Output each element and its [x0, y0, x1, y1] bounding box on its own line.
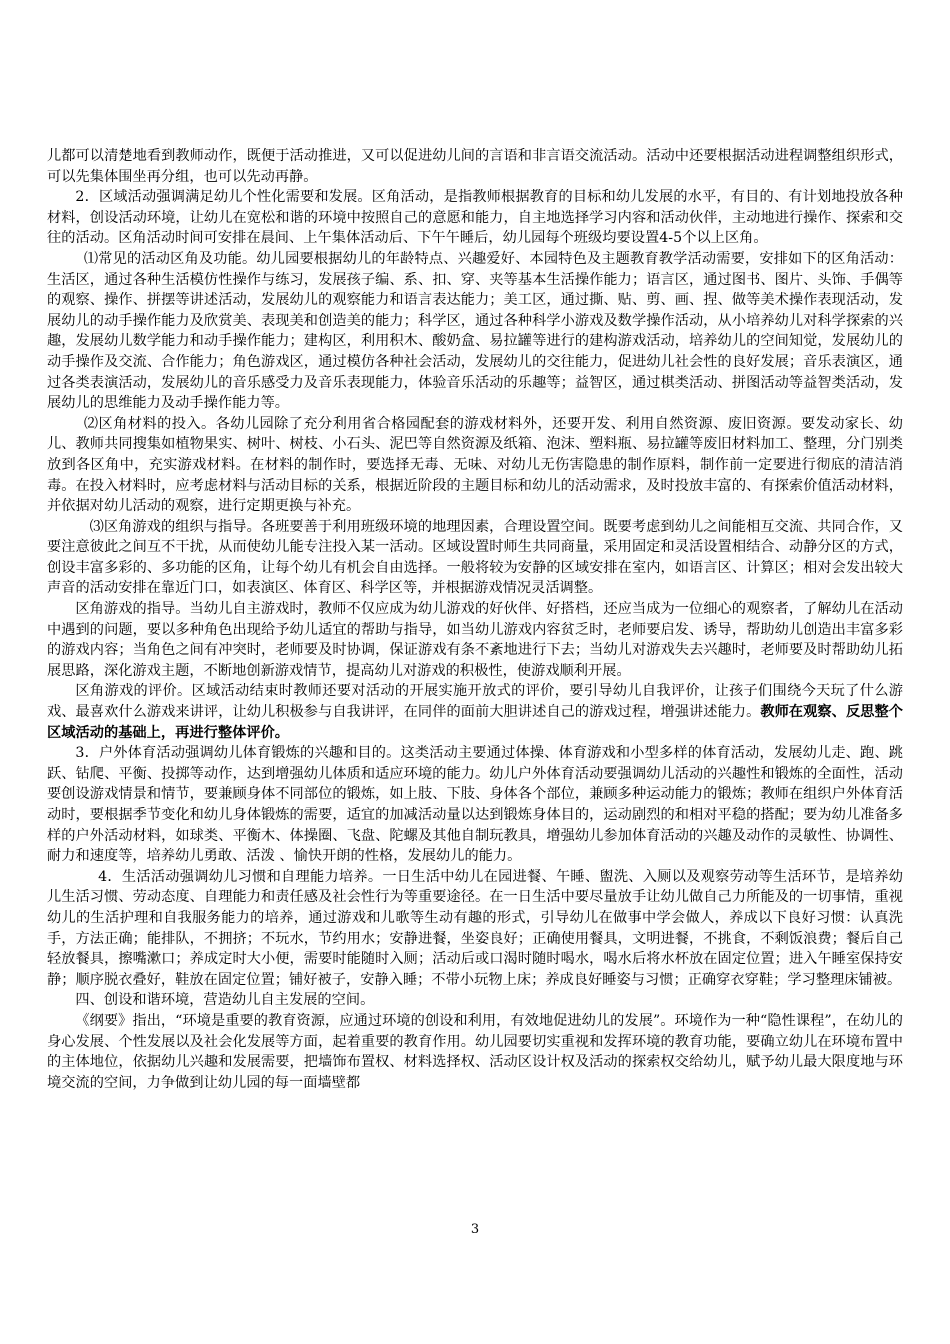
paragraph-section-2: 2．区域活动强调满足幼儿个性化需要和发展。区角活动，是指教师根据教育的目标和幼儿发展的水平，有目的、有计划地投放各种材料，创设活动环境，让幼儿在宽松和谐的环境中按照自己的意愿和能力，自主地选择学习内容和活动伙伴，主动地进行操作、探索和交往的活动。区角活动时间可安排在晨间、上午集体活动后、下午午睡后，幼儿园每个班级均要设置4-5个以上区角。 — [47, 189, 903, 247]
document-body — [47, 146, 903, 1093]
paragraph-area-functions: ⑴常见的活动区角及功能。幼儿园要根据幼儿的年龄特点、兴趣爱好、本园特色及主题教育教学活动需要，安排如下的区角活动：生活区，通过各种生活模仿性操作与练习，发展孩子编、系、扣、穿、夹等基本生活操作能力；语言区，通过图书、图片、头饰、手偶等的观察、操作、拼摆等讲述活动，发展幼儿的观察能力和语言表达能力；美工区，通过撕、贴、剪、画、捏、做等美术操作表现活动，发展幼儿的动手操作能力及欣赏美、表现美和创造美的能力；科学区，通过各种科学小游戏及数学操作活动，从小培养幼儿对科学探索的兴趣，发展幼儿数学能力和动手操作能力；建构区，利用积木、酸奶盒、易拉罐等进行的建构游戏活动，培养幼儿的空间知觉，发展幼儿的动手操作及交流、合作能力；角色游戏区，通过模仿各种社会活动，发展幼儿的交往能力，促进幼儿社会性的良好发展；音乐表演区，通过各类表演活动，发展幼儿的音乐感受力及音乐表现能力，体验音乐活动的乐趣等；益智区，通过棋类活动、拼图活动等益智类活动，发展幼儿的思维能力及动手操作能力等。 — [47, 250, 903, 412]
paragraph-area-evaluation — [47, 681, 903, 743]
evaluation-bold-text: 教师在观察、反思整个区域活动的基础上，再进行整体评价。 — [47, 704, 903, 741]
paragraph-environment: 《纲要》指出，“环境是重要的教育资源，应通过环境的创设和利用，有效地促进幼儿的发展”。环境作为一种“隐性课程”，在幼儿的身心发展、个性发展以及社会化发展等方面，起着重要的教育作用。幼儿园要切实重视和发挥环境的教育功能，要确立幼儿在环境布置中的主体地位，依据幼儿兴趣和发展需要，把墙饰布置权、材料选择权、活动区设计权及活动的探索权交给幼儿，赋予幼儿最大限度地与环境交流的空间，力争做到让幼儿园的每一面墙壁都 — [47, 1012, 903, 1091]
paragraph-area-organization: ⑶区角游戏的组织与指导。各班要善于利用班级环境的地理因素，合理设置空间。既要考虑到幼儿之间能相互交流、共同合作，又要注意彼此之间互不干扰，从而使幼儿能专注投入某一活动。区域设置时师生共同商量，采用固定和灵活设置相结合、动静分区的方式，创设丰富多彩的、多功能的区角，让每个幼儿有机会自由选择。一般将较为安静的区域安排在室内，如语言区、计算区；相对会发出较大声音的活动安排在靠近门口，如表演区、体育区、科学区等，并根据游戏情况灵活调整。 — [47, 518, 903, 597]
evaluation-text: 区角游戏的评价。区域活动结束时教师还要对活动的开展实施开放式的评价，要引导幼儿自我评价，让孩子们围绕今天玩了什么游戏、最喜欢什么游戏来讲评，让幼儿积极参与自我讲评，在同伴的面前大胆讲述自己的游戏过程，增强讲述能力。 — [47, 683, 903, 721]
page-number: 3 — [470, 1222, 480, 1237]
paragraph-area-materials: ⑵区角材料的投入。各幼儿园除了充分利用省合格园配套的游戏材料外，还要开发、利用自然资源、废旧资源。要发动家长、幼儿、教师共同搜集如植物果实、树叶、树枝、小石头、泥巴等自然资源及纸箱、泡沫、塑料瓶、易拉罐等废旧材料加工、整理，分门别类放到各区角中，充实游戏材料。在材料的制作时，要选择无毒、无味、对幼儿无伤害隐患的制作原料，制作前一定要进行彻底的清洁消毒。在投入材料时，应考虑材料与活动目标的关系，根据近阶段的主题目标和幼儿的活动需求，及时投放丰富的、有探索价值活动材料，并依据对幼儿活动的观察，进行定期更换与补充。 — [47, 415, 903, 515]
heading-section-four: 四、创设和谐环境，营造幼儿自主发展的空间。 — [75, 992, 375, 1009]
paragraph-section-3: 3．户外体育活动强调幼儿体育锻炼的兴趣和目的。这类活动主要通过体操、体育游戏和小型多样的体育活动，发展幼儿走、跑、跳跃、钻爬、平衡、投掷等动作，达到增强幼儿体质和适应环境的能力。幼儿户外体育活动要强调幼儿活动的兴趣性和锻炼的全面性，活动要创设游戏情景和情节，要兼顾身体不同部位的锻炼，如上肢、下肢、身体各个部位，兼顾多种运动能力的锻炼；教师在组织户外体育活动时，要根据季节变化和幼儿身体锻炼的需要，适宜的加减活动量以达到锻炼身体目的，运动剧烈的和相对平稳的搭配；要为幼儿准备多样的户外活动材料，如球类、平衡木、体操圈、飞盘、陀螺及其他自制玩教具，增强幼儿参加体育活动的兴趣及动作的灵敏性、协调性、耐力和速度等，培养幼儿勇敢、活泼 、愉快开朗的性格，发展幼儿的能力。 — [47, 745, 903, 865]
paragraph-area-guidance: 区角游戏的指导。当幼儿自主游戏时，教师不仅应成为幼儿游戏的好伙伴、好搭档，还应当成为一位细心的观察者，了解幼儿在活动中遇到的问题，要以多种角色出现给予幼儿适宜的帮助与指导，如当幼儿游戏内容贫乏时，老师要启发、诱导，帮助幼儿创造出丰富多彩的游戏内容；当角色之间有冲突时，老师要及时协调，保证游戏有条不紊地进行下去；当幼儿对游戏失去兴趣时，老师要及时帮助幼儿拓展思路，深化游戏主题，不断地创新游戏情节，提高幼儿对游戏的积极性，使游戏顺利开展。 — [47, 601, 903, 679]
paragraph-continued: 儿都可以清楚地看到教师动作，既便于活动推进，又可以促进幼儿间的言语和非言语交流活动。活动中还要根据活动进程调整组织形式，可以先集体围坐再分组，也可以先动再静。 — [47, 148, 903, 185]
paragraph-section-4: 4．生活活动强调幼儿习惯和自理能力培养。一日生活中幼儿在园进餐、午睡、盥洗、入厕以及观察劳动等生活环节，是培养幼儿生活习惯、劳动态度、自理能力和责任感及社会性行为等重要途径。在一日生活中要尽量放手让幼儿做自己力所能及的一切事情，重视幼儿的生活护理和自我服务能力的培养，通过游戏和儿歌等生动有趣的形式，引导幼儿在做事中学会做人，养成以下良好习惯：认真洗手，方法正确；能排队，不拥挤；不玩水，节约用水；安静进餐，坐姿良好；正确使用餐具，文明进餐，不挑食，不剩饭浪费；餐后自己轻放餐具，擦嘴漱口；养成定时大小便，需要时能随时入厕；活动后或口渴时随时喝水，喝水后将水杯放在固定位置；进入午睡室保持安静；顺序脱衣叠好，鞋放在固定位置；铺好被子，安静入睡；不带小玩物上床；养成良好睡姿与习惯；正确穿衣穿鞋；学习整理床铺被。 — [47, 868, 903, 988]
